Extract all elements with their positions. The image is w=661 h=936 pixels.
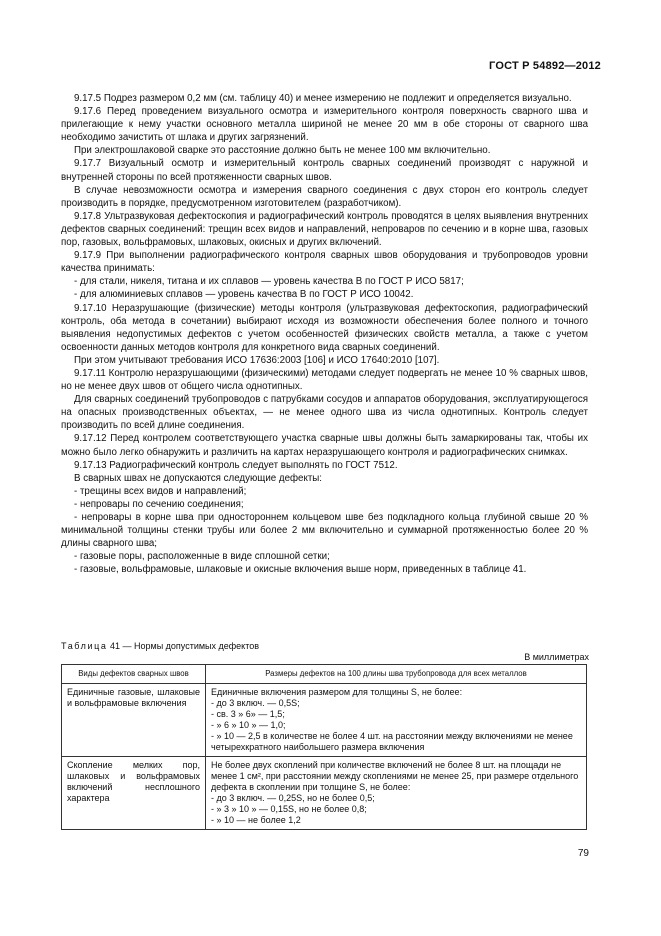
defect-size-cell	[206, 757, 587, 830]
cell-line: - до 3 включ. — 0,5S;	[211, 698, 300, 708]
table-header-row	[62, 665, 587, 684]
cell-line: - » 10 — 2,5 в количестве не более 4 шт. на расстоянии между включениями не менее четырехкратного наибольшего размера включения	[211, 731, 573, 752]
list-item: - газовые поры, расположенные в виде сплошной сетки;	[74, 551, 330, 563]
list-item: - непровары в корне шва при одностороннем кольцевом шве без подкладного кольца глубиной свыше 20 % минимальной толщины стенки трубы или более 2 мм включительно и суммарной протяженностью более 20 % длины сварного шва;	[61, 512, 588, 550]
cell-line: - » 6 » 10 » — 1,0;	[211, 720, 286, 730]
paragraph: 9.17.6 Перед проведением визуального осмотра и измерительного контроля поверхность сварного шва и прилегающие к нему участки основного металла шириной не менее 20 мм в обе стороны от сварного шва необходимо зачистить от шлака и других загрязнений.	[61, 106, 588, 144]
cell-line: Единичные включения размером для толщины S, не более:	[211, 687, 463, 697]
column-header-defect-type: Виды дефектов сварных швов	[62, 665, 206, 684]
paragraph: 9.17.10 Неразрушающие (физические) методы контроля (ультразвуковая дефектоскопия, радиографический контроль, оба метода в сочетании) выбирают исходя из возможности обеспечения более полного и точного выявления недопустимых дефектов с учетом особенностей физических свойств металла, а также с учетом освоенности данных методов контроля для конкретного вида сварных соединений.	[61, 302, 588, 353]
paragraph: При электрошлаковой сварке это расстояние должно быть не менее 100 мм включительно.	[74, 145, 491, 157]
paragraph: 9.17.13 Радиографический контроль следует выполнять по ГОСТ 7512.	[74, 459, 398, 471]
paragraph: Для сварных соединений трубопроводов с патрубками сосудов и аппаратов оборудования, эксплуатирующегося на опасных производственных объектах, — не менее одного шва из числа однотипных. Контроль следует производить по всей длине соединения.	[61, 394, 588, 432]
list-item: - для алюминиевых сплавов — уровень качества В по ГОСТ Р ИСО 10042.	[74, 289, 414, 301]
paragraph: 9.17.7 Визуальный осмотр и измерительный контроль сварных соединений производят с наружной и внутренней стороны по всей протяженности сварных швов.	[61, 158, 588, 183]
paragraph: 9.17.11 Контролю неразрушающими (физическими) методами следует подвергать не менее 10 % сварных швов, но не менее двух швов от общего числа однотипных.	[61, 367, 588, 393]
table-caption-label: Таблица	[61, 641, 108, 651]
list-item: - непровары по сечению соединения;	[74, 498, 244, 510]
cell-line: - » 10 — не более 1,2	[211, 815, 301, 825]
list-item: - для стали, никеля, титана и их сплавов — уровень качества В по ГОСТ Р ИСО 5817;	[74, 276, 464, 288]
table-row	[62, 757, 587, 830]
body-text	[61, 92, 588, 576]
list-item: - газовые, вольфрамовые, шлаковые и окисные включения выше норм, приведенных в таблице 41.	[74, 564, 527, 576]
page-number: 79	[577, 848, 589, 859]
cell-line: - св. 3 » 6» — 1,5;	[211, 709, 285, 719]
cell-line: Не более двух скоплений при количестве включений не более 8 шт. на площади не менее 1 см², при расстоянии между скоплениями не менее 25, при размере отдельного дефекта в скоплении при толщине S, не более:	[211, 760, 579, 792]
document-header: ГОСТ Р 54892—2012	[489, 60, 601, 72]
paragraph: 9.17.8 Ультразвуковая дефектоскопия и радиографический контроль проводятся в целях выявления внутренних дефектов сварных соединений: трещин всех видов и направлений, непроваров по сечению и в корне шва, газовых пор, газовых, вольфрамовых, шлаковых, окисных и других включений.	[61, 210, 588, 249]
table-units: В миллиметрах	[524, 652, 589, 662]
paragraph: В случае невозможности осмотра и измерения сварного соединения с двух сторон его контроль следует производить в порядке, предусмотренном изготовителем (разработчиком).	[61, 184, 588, 209]
table-caption-title: 41 — Нормы допустимых дефектов	[107, 641, 260, 651]
defect-size-cell	[206, 684, 587, 757]
defects-table	[61, 664, 587, 830]
paragraph: 9.17.5 Подрез размером 0,2 мм (см. таблицу 40) и менее измерению не подлежит и определяется визуально.	[74, 93, 572, 104]
defect-type-cell: Скопление мелких пор, шлаковых и вольфрамовых включений несплошного характера	[62, 757, 206, 830]
cell-line: - » 3 » 10 » — 0,15S, но не более 0,8;	[211, 804, 367, 814]
paragraph: В сварных швах не допускаются следующие дефекты:	[74, 472, 323, 484]
paragraph: 9.17.9 При выполнении радиографического контроля сварных швов оборудования и трубопроводов уровни качества принимать:	[61, 250, 588, 275]
table-row	[62, 684, 587, 757]
list-item: - трещины всех видов и направлений;	[74, 485, 247, 497]
cell-line: - до 3 включ. — 0,25S, но не более 0,5;	[211, 793, 375, 803]
paragraph: При этом учитывают требования ИСО 17636:2003 [106] и ИСО 17640:2010 [107].	[74, 354, 440, 366]
column-header-defect-sizes: Размеры дефектов на 100 длины шва трубопровода для всех металлов	[206, 665, 587, 684]
defect-type-cell: Единичные газовые, шлаковые и вольфрамовые включения	[62, 684, 206, 757]
table-caption	[61, 640, 259, 652]
paragraph: 9.17.12 Перед контролем соответствующего участка сварные швы должны быть замаркированы так, чтобы их можно было легко обнаружить и различить на картах неразрушающего контроля и радиографических снимках.	[61, 433, 588, 458]
